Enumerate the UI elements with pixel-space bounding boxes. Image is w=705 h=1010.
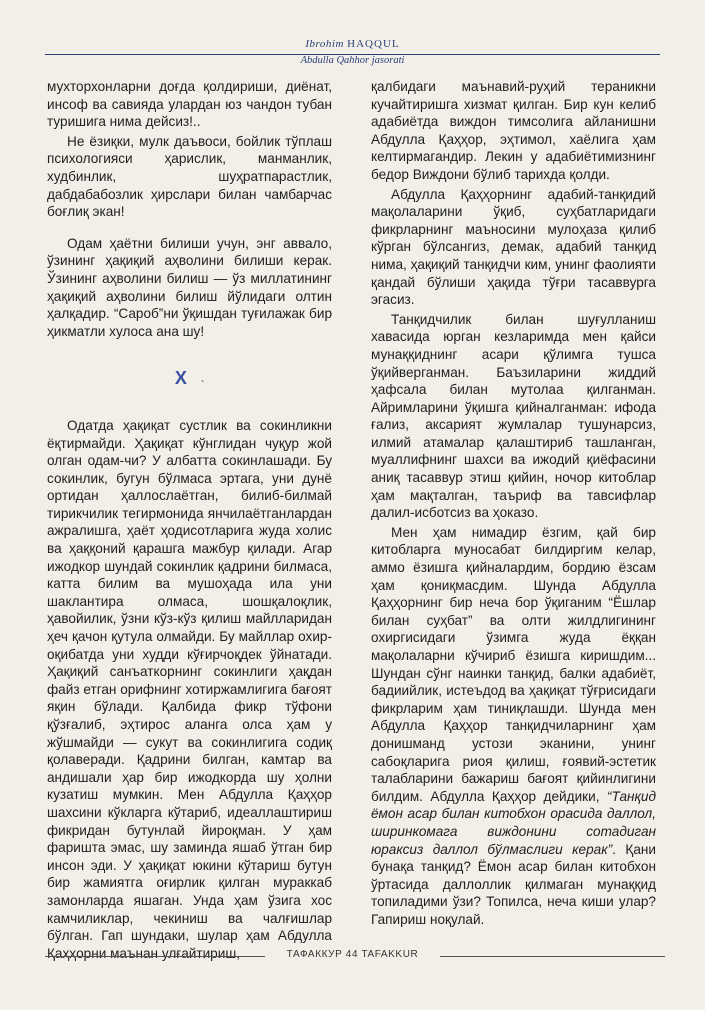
- paragraph: Одам ҳаётни билиши учун, энг аввало, ўзининг ҳақиқий аҳволини билиши керак. Ўзининг аҳволини билиш — ўз миллатининг ҳақиқий аҳволини билиш йўлидаги олтин ҳалқадир. “Сароб”ни ўқишдан туғилажак бир ҳикматли хулоса ана шу!: [47, 235, 332, 339]
- running-header: [0, 38, 705, 66]
- header-author: [0, 38, 705, 50]
- footer-magazine-latin: TAFAKKUR: [361, 949, 419, 960]
- paragraph: Танқидчилик билан шуғулланиш хавасида юрган кезларимда мен қайси мунаққиднинг асари қўлимга тушса ўқийверганман. Баъзиларини жиддий ҳафсала билан мутолаа қилганман. Айримларини ўқишга қийналганман: ифода ғализ, аксарият жумлалар тушунарсиз, илмий атамалар қалаштириб ташланган, муаллифнинг шахси ва ижодий қиёфасини аниқ тасаввур этиш қийин, ночор китоблар ҳам мақталган, таъриф ва тавсифлар далил-исботсиз ва ҳоказо.: [371, 311, 656, 521]
- paragraph: қалбидаги маънавий-руҳий тераникни кучайтиришга хизмат қилган. Бир кун келиб адабиётда виждон тимсолига айланишни Абдулла Қаҳҳор, эҳтимол, хаёлига ҳам келтирмагандир. Лекин у адабиётимизнинг бедор Виждони бўлиб тарихда қолди.: [371, 79, 656, 182]
- paragraph: мухторхонларни доғда қолдириши, диёнат, инсоф ва савияда улардан юз чандон тубан туришига нима дейсиз!..: [47, 79, 332, 130]
- right-column: [371, 78, 656, 929]
- page-footer: [0, 947, 705, 967]
- footer-rule-left: [45, 956, 265, 957]
- page-number: 44: [345, 949, 359, 960]
- footer-label: [270, 949, 435, 960]
- paragraph: [371, 524, 656, 929]
- left-column: [47, 78, 332, 962]
- italic-quote: “Танқид ёмон асар билан китобхон орасида даллол, ширинкомага виждонини сотадиган юраксиз даллол бўлмаслиги керак”: [371, 788, 656, 857]
- paragraph-text: Мен ҳам нимадир ёзгим, қай бир китобларга муносабат билдиргим келар, аммо ёзишга қийналардим, бордию ёзсам ҳам қониқмасдим. Шунда Абдулла Қаҳҳорнинг бир неча бор ўқиганим “Ёшлар билан суҳбат” ва олти жилдлигининг охиргисидаги ўзимга жуда ёққан мақолаларни кўчириб ёзишга киришдим... Шундан сўнг наинки танқид, балки адабиёт, бадиийлик, истеъдод ва ҳақиқат тўғрисидаги фикрларим ҳам тиниқлашди. Шунда мен Абдулла Қаҳҳор танқидчиларнинг ҳам донишманд устози эканини, унинг сабоқларига риоя қилиш, ғоявий-эстетик талабларини бажариш бағоят қийинлигини билдим. Абдулла Қаҳҳор дейдики,: [371, 524, 656, 804]
- footer-magazine-cyrillic: ТАФАККУР: [286, 949, 343, 960]
- header-rule: [45, 54, 660, 55]
- footer-rule-right: [440, 956, 665, 957]
- header-subtitle: Abdulla Qahhor jasorati: [300, 55, 405, 66]
- author-last-name: HAQQUL: [347, 38, 400, 50]
- section-mark: Х: [174, 368, 187, 389]
- paragraph: Не ёзиқки, мулк даъвоси, бойлик тўплаш психологияси ҳарислик, манманлик, худбинлик, шуҳратпарастлик, дабдабабозлик ҳирслари билан чамбарчас боғлиқ экан!: [47, 133, 332, 220]
- paragraph: Одатда ҳақиқат сустлик ва сокинликни ёқтирмайди. Ҳақиқат кўнглидан чуқур жой олган одам-чи? У албатта сокинлашади. Бу сокинлик, бугун бўлмаса эртага, уни дунё ортидан ҳаллослаётган, билиб-билмай тирикчилик тегирмонида янчилаётганлардан ажралишга, ҳаёт ҳодисотларига жуда холис ва ҳаққоний қарашга мажбур қилади. Агар ижодкор шундай сокинлик қадрини билмаса, катта билим ва мушоҳада ила уни шаклантира олмаса, шошқалоқлик, ҳавойилик, ўзни кўз-кўз қилиш майлларидан ҳеч қачон қутула олмайди. Бу майллар охир-оқибатда уни худди кўғирчоқдек ўйнатади. Ҳақиқий санъаткорнинг сокинлиги ҳақдан файз етган орифнинг хотиржамлигига бағоят яқин бўлади. Қалбида фикр тўфони қўзғалиб, эҳтирос аланга олса ҳам у жўшмайди — сукут ва сокинлигига содиқ қолаверади. Қадрини билган, камтар ва андишали ҳар бир ижодкорда шу ҳолни кузатиш мумкин. Мен Абдулла Қаҳҳор шахсини кўкларга кўтариб, идеаллаштириш фикридан бутунлай йироқман. У ҳам фаришта эмас, шу заминда яшаб ўтган бир инсон эди. У ҳақиқат юкини кўтариш бутун бир жамиятга оғирлик қилган мураккаб замонларда яшаган. Унда ҳам ўзига хос камчиликлар, чекиниш ва чалғишлар бўлган. Гап шундаки, шулар ҳам Абдулла Қаҳҳорни маънан улғайтириш,: [47, 417, 332, 961]
- author-first-name: Ibrohim: [305, 38, 344, 50]
- section-divider: [47, 370, 332, 391]
- paragraph-text: . Қани бунақа танқид? Ёмон асар билан китобхон ўртасида даллоллик қилмаган мунаққид топиладими ўзи? Топилса, неча киши улар? Гапириш ноқулай.: [371, 841, 656, 927]
- paragraph: Абдулла Қаҳҳорнинг адабий-танқидий мақолаларини ўқиб, суҳбатларидаги фикрларнинг маъносини мулоҳаза қилиб кўрган бўлсангиз, демак, адабий танқид нима, ҳақиқий танқидчи ким, унинг фаолияти қандай бўлиши ҳақида тўғри тасаввурга эгасиз.: [371, 186, 656, 308]
- divider-tick: ˋ: [200, 380, 205, 392]
